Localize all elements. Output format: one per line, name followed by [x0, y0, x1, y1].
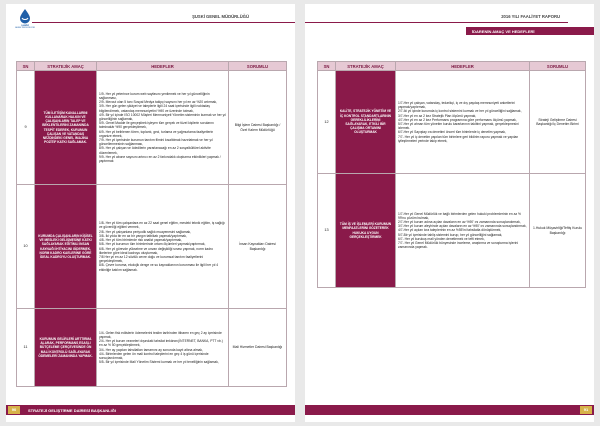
- goal-item: 4/7-Her yıl açılan icra taleplerinin en az %55'ini tahsilatla dönüştürmek,: [398, 228, 502, 233]
- goal-item: 1/7-Her yıl Genel Müdürlük ve bağlı birimlerden gelen hukuki problemlerinin en az % 99'nu çözüm bulmak,: [398, 211, 521, 220]
- goal-item: 4/7-Her yıl en az 2 kez Performans programına göre performans ölçümü yapmak,: [398, 117, 517, 122]
- col-sn: SN: [17, 62, 35, 71]
- col-strategy: STRATEJİK AMAÇ: [336, 62, 396, 71]
- section-bar: İDARENİN AMAÇ VE HEDEFLERİ: [466, 27, 594, 35]
- col-goals: HEDEFLER: [396, 62, 530, 71]
- col-responsible: SORUMLU: [229, 62, 287, 71]
- page-number: 91: [580, 406, 592, 414]
- logo-subtext: GENEL MÜDÜRLÜĞÜ: [14, 27, 36, 29]
- row-responsible: Mali Hizmetler Dairesi Başkanlığı: [229, 309, 287, 387]
- table-header-row: [17, 62, 287, 71]
- goal-item: 5/9- Genel Madde ile gerçeştirek işleyen tüm gerçek ve tüzel kişilerin sorularını tatminakâr %90 gerçekleştirmek,: [99, 121, 214, 130]
- table-row: [17, 309, 287, 387]
- header-title: ŞUSKİ GENEL MÜDÜRLÜĞÜ: [192, 14, 249, 19]
- goal-item: 3/7-Her yıl en az 2 kez Stratejik Plan ölçümü yapmak,: [398, 113, 477, 118]
- logo-text: şuski: [21, 23, 29, 27]
- goal-item: 5/5- Bir yıl içerisinde Mali Yönetim Sistemi kurmak ve her yıl tenelliğinin sağlamak,: [99, 360, 219, 365]
- row-responsible: Bilgi İşlem Dairesi Başkanlığı / Özel Kalem Müdürlüğü: [229, 71, 287, 185]
- goal-item: 6/9- Her yıl belirlenen tören, toplantı, geci, turlama ve yağmurlama faaliyetlerin organize etmek,: [99, 129, 214, 138]
- left-page: [6, 4, 295, 422]
- header-title: 2016 YILI FAALİYET RAPORU: [501, 14, 560, 19]
- goal-item: 3/9- Her gün gelen şikâyet ve taleplerle ilgili 24 saat içerisinde ilgili noktadaş bilgilendirmek, vatandaş memnuniyetini %90 ve üzerinde tutmak,: [99, 104, 210, 113]
- drop-logo-icon: [18, 8, 32, 24]
- footer-text: STRATEJİ GELİŞTİRME DAİRESİ BAŞKANLIĞI: [28, 407, 116, 413]
- goal-item: 3/8- İki yılda bir en az bir yangın tatbikatı yapmak/yaptırmak,: [99, 233, 187, 238]
- goal-item: 8/9- Her yıl çalışan ve ödedilerin yararlanacağı en az 2 sosyalkültürel aktivite düzenlemek,: [99, 146, 211, 155]
- goal-item: 1/4- Gelen fisk ediislerin ödemelerini tealim tarihinden itibaren en geç 2 ay içerisinde yapmak,: [99, 330, 222, 339]
- row-goals: [396, 174, 530, 288]
- row-strategy: KURUMUN GELİRLERİ ARTTIRMA ALARAK, PERFORMANS ESASLI BÜTÇELEME ÇERÇEVESİNDE ÖN MALİ KONTROLÜ SAĞLAYARAK ÖDEMELERİ ZAMANINDA YAPMAK.: [35, 309, 97, 387]
- table-row: [17, 185, 287, 309]
- table-row: [318, 174, 586, 288]
- goal-item: 2/7-Her yıl kurum adına açılan davaların en az %90' ını zamanında sonuçlandırmak,: [398, 219, 521, 224]
- goal-item: 8/8- Çevre koruma, ekolojik denge ve su kaynaklarının korunması ile ilgili her yıl 4 etkinliğe katılım sağlamak.: [99, 263, 219, 272]
- goal-item: 2/9- Mevcut olan 5 tanı Sosyal Medya takipçi sayısını her yıl en az %20 artırmak,: [99, 100, 218, 105]
- col-responsible: SORUMLU: [530, 62, 586, 71]
- goals-table-left: [16, 61, 287, 387]
- row-sn: 12: [318, 71, 336, 174]
- goal-item: 5/8- Her yıl kurumun tüm birimlerinde ortam ölçümleri yapmak/yaptırmak,: [99, 242, 206, 247]
- goal-item: 7/8 Her yıl en az 12 sözlük cevre doğu ve kurumsal tanıtım faaliyetlerini gerçekleştirmek,: [99, 254, 204, 264]
- goal-item: 6/8- Her yıl görevde yükselme ve unvan değişikliği sınavı yapmak, norm kadro ilkelerine göre ideal kadroyu oluşturmak,: [99, 246, 213, 255]
- goal-item: 2/8- Her yıl çalışanlara periyodik sağlık muayenesini sağlamak,: [99, 229, 191, 234]
- row-sn: 9: [17, 71, 35, 185]
- header-divider: [305, 22, 568, 23]
- row-responsible: İnsan Kaynakları Dairesi Başkanlığı: [229, 185, 287, 309]
- footer-bar: [305, 405, 594, 415]
- goal-item: 3/4- Her ay yapılan tahsilatları tamamını ay sonunda kayıt altına almak,: [99, 347, 203, 352]
- goal-item: 5/7-Her yıl ahnan tüm yönetim kurulu kararlarının takibini yapmak, gerçekleşmesini izlemek.: [398, 122, 519, 131]
- goal-item: 9/9- Her yıl abone sayısını artırıcı en az 2 farkındalık oluşturma etkinlikleri yapmak / yaptırmak: [99, 154, 221, 164]
- row-responsible: Strateji Geliştirme Dairesi Başkanlığı/İç Denetim Birimi: [530, 71, 586, 174]
- goal-item: 3/7-Her yıl kurum aleyhinde açılan davaların en az %90' ını zamanında sonuçlandırmak,: [398, 224, 527, 229]
- col-sn: SN: [318, 62, 336, 71]
- row-strategy: KURUMDA ÇALIŞANLARIN KİŞİSEL VE MESLEKİ GELİŞMESİNE KATKI SAĞLAYARAK EĞİTİMLİ İNSAN KAYNAĞI İHTİYACINI GİDERMEK, NORM KADRO KAELERİNE GÖRE İDEAL KADROYU OLUŞTURMAK.: [35, 185, 97, 309]
- row-goals: [97, 309, 229, 387]
- row-strategy: TÜM İLETİŞİM KANALLARINI KULLANARAK HALKIN VE ÇALIŞANLARIN TALEP VE BEKLENTİLERİNİ ZAMANINDA TESPİT EDEREK, KURUMUN ÇALIŞAN VE VATANDAŞ NEZDİNDEKİ GENEL İMAJINA POZİTİF KATKI SAĞLAMAK.: [35, 71, 97, 185]
- goal-item: 2/4- Her yıl kurum vezneleri dışındaki tahsilat imkânını(İNTERNET, BANKA, PTT vb.) en az % 50 gerçekleştirmek,: [99, 339, 223, 348]
- col-goals: HEDEFLER: [97, 62, 229, 71]
- row-goals: [97, 71, 229, 185]
- row-sn: 11: [17, 309, 35, 387]
- goals-table-right: [317, 61, 586, 288]
- row-responsible: 1.Hukuk Müşavirliği/Teftiş Kurulu Başkanlığı: [530, 174, 586, 288]
- goal-item: 7/7- Her yıl iç denetim yapılan tüm birimlere geri bildirim raporu yapmak ve yapılan iyileştirmeleri yerinde takip etmek,: [398, 134, 519, 143]
- goal-item: 6/7-Her yıl Sayıştay ıra denetimi önceri tüm birimlerde iç denetim yapmak,: [398, 130, 506, 135]
- goal-item: 5/7-Bir yıl içerisinde tahliş sistemini kurup, her yıl güncelliğini sağlamak,: [398, 232, 503, 237]
- goal-item: 4/9- Bir yıl içinde ISO 10002 Müşteri Memnuniyeti Yönetim sisteminin kurmak ve her yıl güncelliğinin sağlamak,: [99, 112, 226, 121]
- row-goals: [396, 71, 530, 174]
- table-header-row: [318, 62, 586, 71]
- table-row: [318, 71, 586, 174]
- row-sn: 10: [17, 185, 35, 309]
- goal-item: 1/7-Her yıl çalışan, vatandaş, tedarikçi, iç ve dış paydaş memnuniyeti anketlerini yapmak/yaptırmak,: [398, 100, 515, 110]
- suski-logo: [13, 8, 37, 29]
- row-goals: [97, 185, 229, 309]
- goal-item: 4/8- Her yıl tüm birimlerde risk analizi yapmak/yaptırmak,: [99, 238, 182, 243]
- table-row: [17, 71, 287, 185]
- page-number: 90: [8, 406, 20, 414]
- goal-item: 7/7- Her yıl Genel Müdürlük bünyesinde inceleme, araştırma ve soruşturma işlerini zamanında yapmak.: [398, 241, 519, 250]
- goal-item: 6/7- Her yıl kurukuş mali yönden denetlemek ve tefti etmek,: [398, 236, 485, 241]
- goal-item: 4/4- Birimlerden gelen ön mali kontrol taleplerini en geç 4 iş günü içerisinde sonuçlandırmak,: [99, 351, 209, 360]
- goal-item: 1/8- Her yıl tüm çalışanlara en az 22 saat genel eğitim, mesleki teknik eğitim, iş sağlığı ve güvenliği eğitimi vermek,: [99, 221, 225, 230]
- row-sn: 13: [318, 174, 336, 288]
- goal-item: 7/9- Her yıl içerisinde kurumun tanıtım filmini kısaltılmak hazırlatmak ve her yıl güncellenmesinin sağlanması,: [99, 138, 213, 147]
- goal-item: 2/7-İki yıl içinde kurumda iç kontrol sistemini kurmak ve her yıl güncelliğini sağlamak,: [398, 109, 522, 114]
- col-strategy: STRATEJİK AMAÇ: [35, 62, 97, 71]
- row-strategy: TÜM İŞ VE İŞLEMLERİ KURUMUN MENFAATLERİNİ GÖZETEREK HUKUKA UYGUN GERÇEKLEŞTİRMEK: [336, 174, 396, 288]
- row-strategy: KALİTE, STRATEJİK YÖNETİM VE İÇ KONTROL STANDARTLARININ GEREKLİLİKLERİNİ SAĞLAYARAK, ETKİLİ BİR ÇALIŞMA ORTAMINI OLUŞTURMAK: [336, 71, 396, 174]
- header-divider: [32, 22, 295, 23]
- goal-item: 1/9- Her yıl yeterince kurum web sayfasını yenilemek ve her yıl güncelliğinin sağlanması,: [99, 91, 210, 100]
- right-page: [305, 4, 594, 422]
